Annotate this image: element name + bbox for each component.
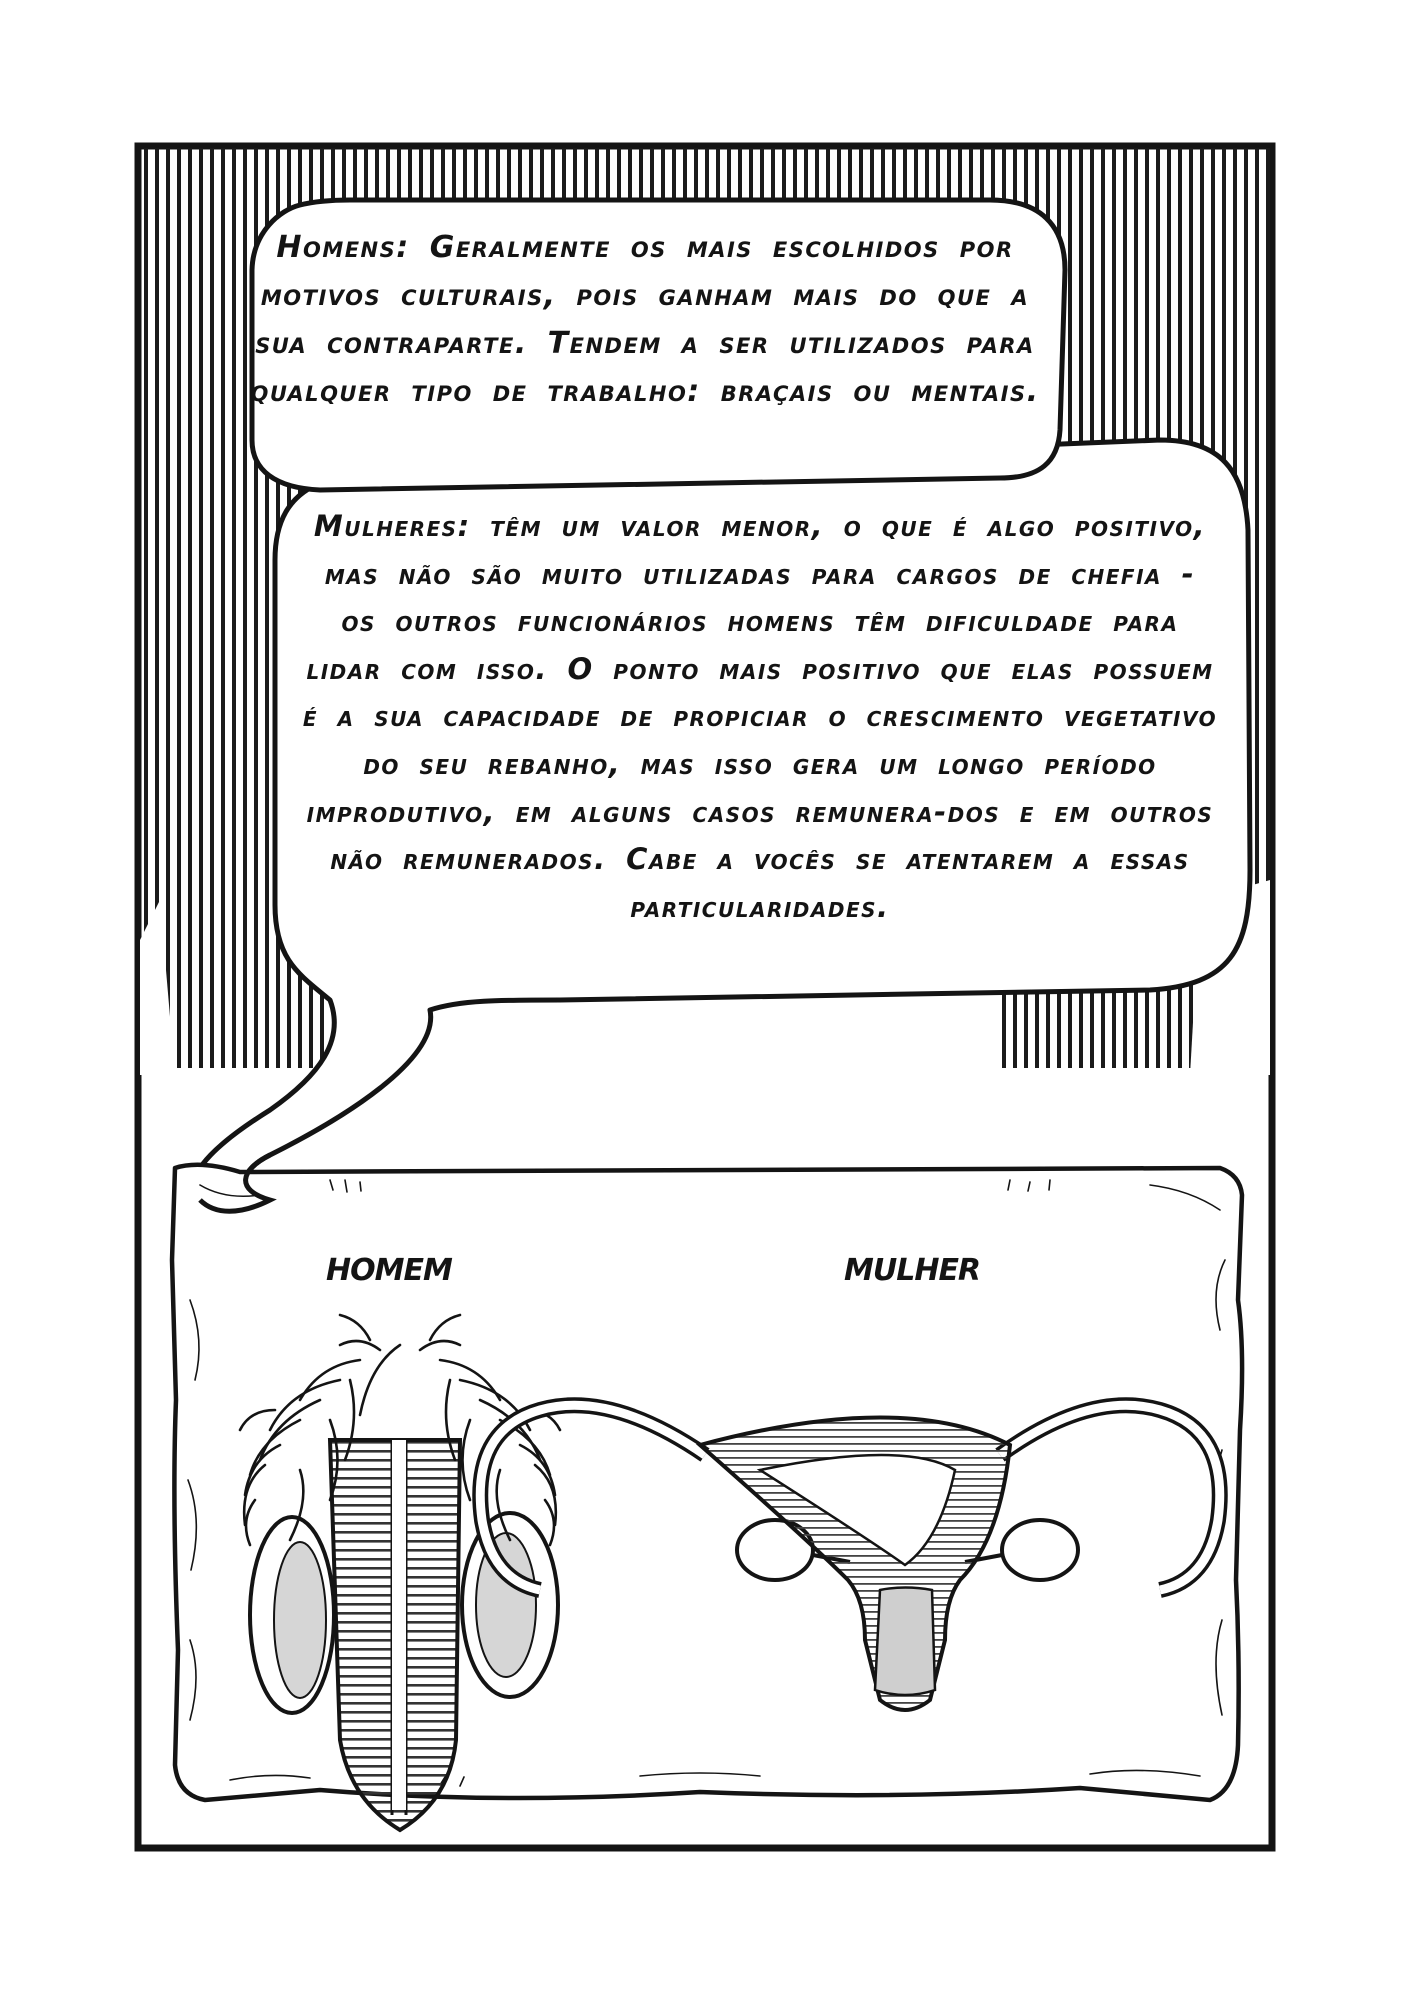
label-homem: HOMEM — [326, 1253, 452, 1288]
balloon-men-text: Homens: Geralmente os mais escolhidos por motivos culturais, pois ganham mais do que a sua contraparte. Tendem a ser utilizados para qualquer tipo de trabalho: braçais ou mentais. — [250, 230, 1040, 409]
balloon-women-text: Mulheres: têm um valor menor, o que é algo positivo, mas não são muito utilizadas para cargos de chefia - os outros funcionários homens têm dificuldade para lidar com isso. O ponto mais positivo que elas possuem é a sua capacidade de propiciar o crescimento vegetativo do seu rebanho, mas isso gera um longo período improdutivo, em alguns casos remunera-dos e em outros não remunerados. Cabe a vocês se atentarem a essas particularidades. — [302, 509, 1218, 924]
label-mulher: MULHER — [844, 1253, 981, 1288]
